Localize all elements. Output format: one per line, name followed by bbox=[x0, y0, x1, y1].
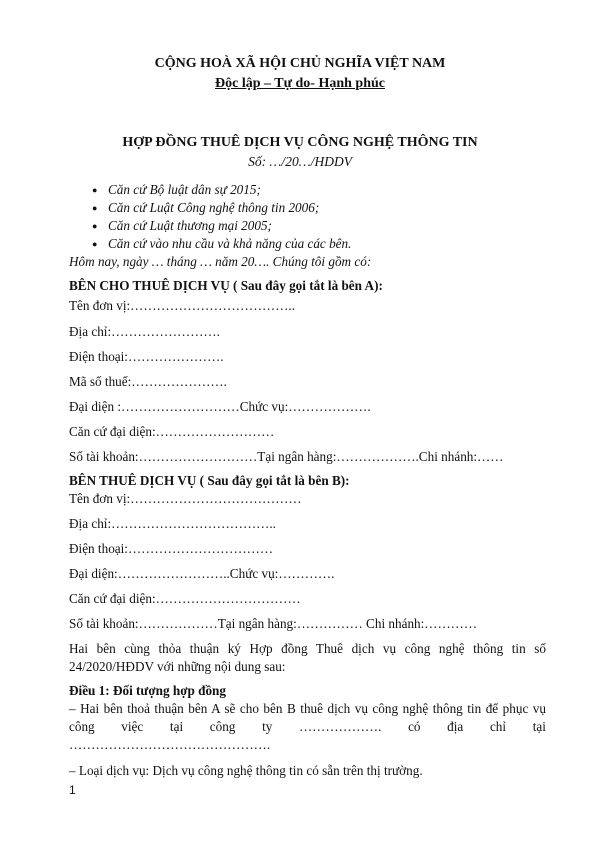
article-1-paragraph-line-1: – Hai bên thoả thuận bên A sẽ cho bên B thuê dịch vụ công nghệ thông tin để phục vụ bbox=[69, 701, 546, 716]
national-title: CỘNG HOÀ XÃ HỘI CHỦ NGHĨA VIỆT NAM bbox=[154, 56, 446, 71]
word: chỉ bbox=[489, 719, 507, 734]
bullet-icon: ● bbox=[92, 203, 98, 213]
word: có bbox=[408, 719, 421, 734]
legal-basis-item: Căn cứ Bộ luật dân sự 2015; bbox=[108, 182, 261, 197]
legal-basis-item: Căn cứ Luật thương mại 2005; bbox=[108, 218, 272, 233]
word: việc bbox=[121, 719, 144, 734]
word: công bbox=[69, 719, 95, 734]
word: tại bbox=[532, 719, 546, 734]
party-b-address: Địa chỉ:……………………………….. bbox=[69, 516, 276, 531]
party-a-phone: Điện thoại:…………………. bbox=[69, 349, 224, 364]
word: ………………. bbox=[298, 719, 382, 734]
intro-line: Hôm nay, ngày … tháng … năm 20…. Chúng tôi gồm có: bbox=[69, 254, 372, 269]
party-b-bank-account: Số tài khoản:………………Tại ngân hàng:…………… Chi nhánh:………… bbox=[69, 616, 478, 631]
party-a-tax-code: Mã số thuế:…………………. bbox=[69, 374, 227, 389]
party-b-phone: Điện thoại:…………………………… bbox=[69, 541, 274, 556]
party-b-heading: BÊN THUÊ DỊCH VỤ ( Sau đây gọi tắt là bên B): bbox=[69, 473, 350, 488]
contract-title: HỢP ĐỒNG THUÊ DỊCH VỤ CÔNG NGHỆ THÔNG TIN bbox=[122, 135, 478, 150]
motto: Độc lập – Tự do- Hạnh phúc bbox=[215, 76, 385, 91]
party-a-name: Tên đơn vị:……………………………….. bbox=[69, 298, 296, 313]
word: công bbox=[209, 719, 236, 734]
party-a-address: Địa chỉ:……………………. bbox=[69, 324, 220, 339]
article-1-heading: Điều 1: Đối tượng hợp đồng bbox=[69, 683, 226, 698]
party-a-representation-basis: Căn cứ đại diện:……………………… bbox=[69, 424, 275, 439]
party-a-heading: BÊN CHO THUÊ DỊCH VỤ ( Sau đây gọi tắt là bên A): bbox=[69, 278, 383, 293]
agreement-line-1: Hai bên cùng thỏa thuận ký Hợp đồng Thuê dịch vụ công nghệ thông tin số bbox=[69, 641, 546, 656]
party-a-representative: Đại diện :………………………Chức vụ:………………. bbox=[69, 399, 371, 414]
bullet-icon: ● bbox=[92, 221, 98, 231]
bullet-icon: ● bbox=[92, 185, 98, 195]
page-number: 1 bbox=[69, 783, 76, 797]
party-b-representative: Đại diện:……………………..Chức vụ:…………. bbox=[69, 566, 335, 581]
word: ty bbox=[262, 719, 273, 734]
party-a-bank-account: Số tài khoản:………………………Tại ngân hàng:……………….Chi nhánh:…… bbox=[69, 449, 504, 464]
party-b-name: Tên đơn vị:………………………………… bbox=[69, 491, 302, 506]
word: địa bbox=[447, 719, 464, 734]
bullet-icon: ● bbox=[92, 239, 98, 249]
article-1-service-type: – Loại dịch vụ: Dịch vụ công nghệ thông tin có sẵn trên thị trường. bbox=[69, 763, 423, 778]
party-b-representation-basis: Căn cứ đại diện:…………………………… bbox=[69, 591, 301, 606]
word: tại bbox=[169, 719, 184, 734]
legal-basis-item: Căn cứ Luật Công nghệ thông tin 2006; bbox=[108, 200, 320, 215]
article-1-paragraph-line-3: ………………………………………. bbox=[69, 737, 271, 752]
article-1-paragraph-line-2 bbox=[69, 719, 546, 735]
legal-basis-item: Căn cứ vào nhu cầu và khả năng của các bên. bbox=[108, 236, 352, 251]
agreement-line-2: 24/2020/HĐDV với những nội dung sau: bbox=[69, 659, 286, 674]
contract-number: Số: …/20…/HDDV bbox=[248, 154, 352, 169]
